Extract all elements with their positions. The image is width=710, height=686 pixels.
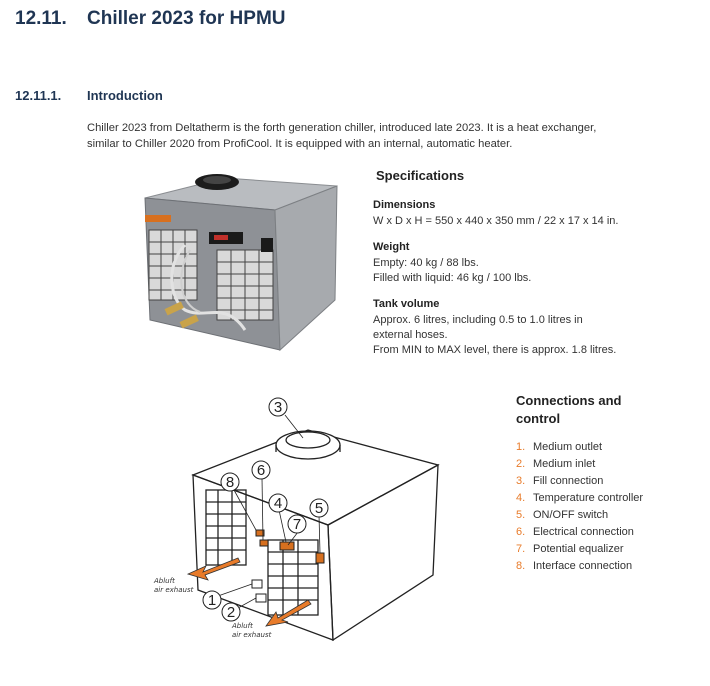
callout-4: 4 bbox=[273, 495, 283, 512]
item-number: 7. bbox=[516, 543, 526, 555]
item-number: 8. bbox=[516, 560, 526, 572]
intro-line-2: similar to Chiller 2020 from ProfiCool. It is equipped with an internal, automatic heater. bbox=[87, 138, 513, 150]
callout-3: 3 bbox=[273, 399, 283, 416]
connections-items bbox=[516, 440, 696, 574]
list-item bbox=[516, 474, 696, 489]
callout-5: 5 bbox=[314, 500, 324, 517]
tank-label: Tank volume bbox=[373, 298, 440, 310]
callout-7: 7 bbox=[292, 516, 302, 533]
item-label: Potential equalizer bbox=[533, 543, 624, 555]
item-number: 5. bbox=[516, 509, 526, 521]
subsection-title: Introduction bbox=[87, 88, 163, 103]
item-label: Electrical connection bbox=[533, 526, 634, 538]
weight-empty: Empty: 40 kg / 88 lbs. bbox=[373, 257, 479, 269]
intro-line-1: Chiller 2023 from Deltatherm is the forth generation chiller, introduced late 2023. It is a heat exchanger, bbox=[87, 122, 597, 134]
item-label: Temperature controller bbox=[533, 492, 644, 504]
exhaust-label-de-left: Abluft bbox=[154, 577, 175, 585]
connections-diagram bbox=[148, 390, 448, 650]
connections-title-line-1: Connections and bbox=[516, 393, 622, 408]
list-item bbox=[516, 457, 696, 472]
tank-line-1: Approx. 6 litres, including 0.5 to 1.0 litres in bbox=[373, 314, 583, 326]
list-item bbox=[516, 508, 696, 523]
item-number: 6. bbox=[516, 526, 526, 538]
item-label: Medium inlet bbox=[533, 458, 596, 470]
item-number: 4. bbox=[516, 492, 526, 504]
tank-line-2: external hoses. bbox=[373, 329, 448, 341]
callout-6: 6 bbox=[256, 462, 266, 479]
list-item bbox=[516, 542, 696, 557]
intro-paragraph bbox=[87, 120, 647, 152]
connections-list bbox=[516, 392, 696, 576]
item-label: ON/OFF switch bbox=[533, 509, 609, 521]
specifications-title: Specifications bbox=[376, 168, 465, 183]
weight-filled: Filled with liquid: 46 kg / 100 lbs. bbox=[373, 272, 532, 284]
list-item bbox=[516, 559, 696, 574]
item-label: Medium outlet bbox=[533, 441, 603, 453]
section-title: Chiller 2023 for HPMU bbox=[87, 8, 286, 29]
weight-label: Weight bbox=[373, 241, 410, 253]
exhaust-label-de-right: Abluft bbox=[232, 622, 253, 630]
subsection-heading bbox=[15, 88, 163, 103]
list-item bbox=[516, 440, 696, 455]
connections-title bbox=[516, 392, 696, 428]
item-number: 1. bbox=[516, 441, 526, 453]
item-number: 3. bbox=[516, 475, 526, 487]
exhaust-label-en-right: air exhaust bbox=[232, 631, 272, 639]
callout-2: 2 bbox=[226, 604, 236, 621]
chiller-photo bbox=[125, 170, 345, 356]
specifications bbox=[373, 168, 673, 358]
tank-line-3: From MIN to MAX level, there is approx. 1.8 litres. bbox=[373, 344, 617, 356]
item-label: Fill connection bbox=[533, 475, 604, 487]
subsection-number: 12.11.1. bbox=[15, 88, 62, 103]
list-item bbox=[516, 525, 696, 540]
connections-title-line-2: control bbox=[516, 411, 561, 426]
section-heading bbox=[15, 8, 286, 30]
list-item bbox=[516, 491, 696, 506]
section-number: 12.11. bbox=[15, 8, 67, 29]
callout-1: 1 bbox=[207, 592, 217, 609]
dimensions-value: W x D x H = 550 x 440 x 350 mm / 22 x 17 x 14 in. bbox=[373, 215, 619, 227]
item-number: 2. bbox=[516, 458, 526, 470]
exhaust-label-en-left: air exhaust bbox=[154, 586, 194, 594]
dimensions-label: Dimensions bbox=[373, 199, 436, 211]
callout-8: 8 bbox=[225, 474, 235, 491]
item-label: Interface connection bbox=[533, 560, 633, 572]
